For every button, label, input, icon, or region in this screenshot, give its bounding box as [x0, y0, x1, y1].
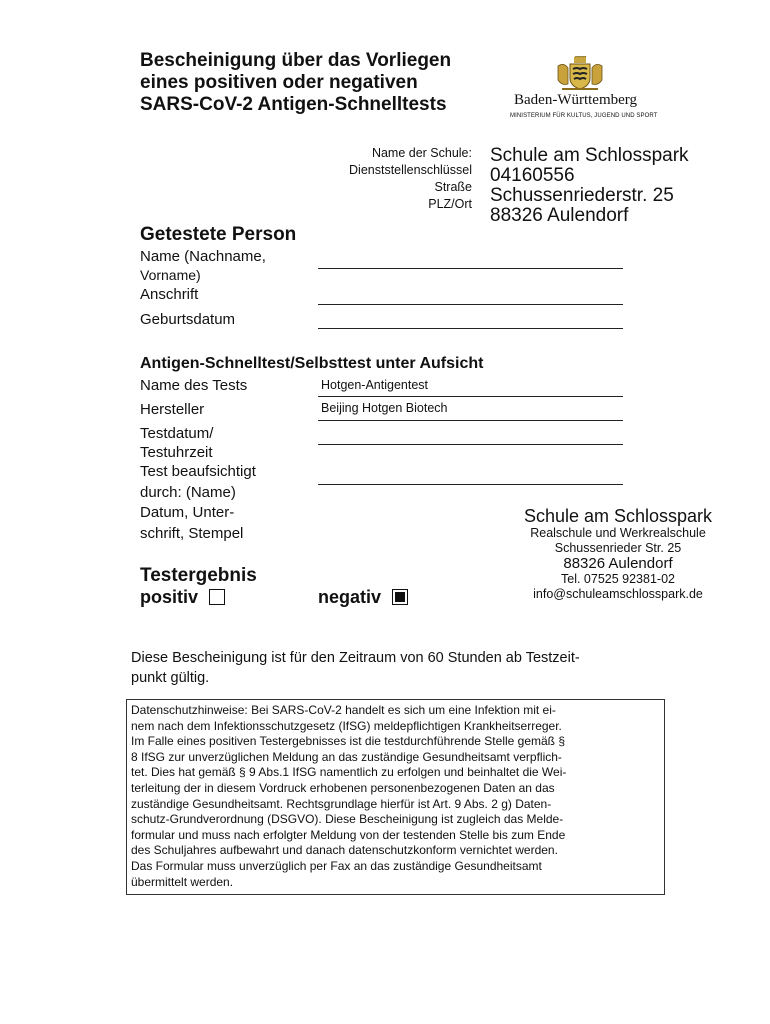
stamp-city: 88326 Aulendorf: [563, 555, 673, 572]
school-stamp: [508, 506, 728, 602]
stamp-school-name: Schule am Schlosspark: [523, 506, 713, 526]
school-street-label: Straße: [434, 180, 472, 194]
privacy-line: zuständige Gesundheitsamt. Rechtsgrundlage hierfür ist Art. 9 Abs. 2 g) Daten-: [131, 796, 552, 811]
privacy-line: nem nach dem Infektionsschutzgesetz (IfSG) meldepflichtigen Krankheitserreger.: [131, 718, 562, 733]
supervisor-label-line: schrift, Stempel: [140, 524, 244, 542]
logo-name: Baden-Württemberg: [514, 92, 638, 108]
supervisor-label-line: Test beaufsichtigt: [140, 463, 256, 480]
positive-checkbox[interactable]: [209, 589, 225, 605]
privacy-line: schutz-Grundverordnung (DSGVO). Diese Bescheinigung ist zugleich das Melde-: [131, 812, 564, 827]
address-label: Anschrift: [140, 286, 199, 303]
privacy-line: Im Falle eines positiven Testergebnisses ist die testdurchführende Stelle gemäß §: [131, 734, 566, 749]
supervisor-label-line: Datum, Unter-: [140, 504, 235, 521]
school-city-label: PLZ/Ort: [428, 197, 472, 211]
validity-line: Diese Bescheinigung ist für den Zeitraum von 60 Stunden ab Testzeit-: [131, 650, 580, 666]
school-name-value: Schule am Schlosspark: [490, 145, 689, 166]
negative-label: negativ: [318, 587, 382, 607]
birthdate-label: Geburtsdatum: [140, 311, 236, 328]
supervisor-label: [140, 462, 256, 544]
positive-option[interactable]: [140, 587, 225, 608]
testdate-field-line[interactable]: [318, 444, 623, 445]
test-heading: Antigen-Schnelltest/Selbsttest unter Aufsicht: [140, 355, 484, 372]
document-title: [140, 50, 451, 116]
name-label-line: Vorname): [140, 267, 201, 283]
coat-of-arms-icon: [554, 56, 606, 92]
manufacturer-value: Beijing Hotgen Biotech: [321, 401, 448, 415]
address-field-line[interactable]: [318, 304, 623, 305]
privacy-line: Datenschutzhinweise: Bei SARS-CoV-2 handelt es sich um eine Infektion mit ei-: [131, 703, 556, 717]
positive-label: positiv: [140, 587, 199, 607]
logo-subtitle: MINISTERIUM FÜR KULTUS, JUGEND UND SPORT: [510, 113, 658, 119]
negative-checkbox[interactable]: [392, 589, 408, 605]
title-line: SARS-CoV-2 Antigen-Schnelltests: [140, 94, 447, 115]
manufacturer-field-line[interactable]: [318, 420, 623, 421]
test-name-value: Hotgen-Antigentest: [321, 378, 429, 392]
stamp-school-type: Realschule und Werkrealschule: [530, 526, 706, 540]
school-city-value: 88326 Aulendorf: [490, 205, 629, 226]
privacy-line: übermittelt werden.: [131, 874, 234, 889]
stamp-phone: Tel. 07525 92381-02: [561, 572, 675, 586]
school-street-value: Schussenriederstr. 25: [490, 185, 674, 206]
school-values: [490, 146, 689, 226]
supervisor-field-line[interactable]: [318, 484, 623, 485]
school-name-label: Name der Schule:: [371, 146, 472, 160]
privacy-line: formular und muss nach erfolgter Meldung von der testenden Stelle bis zum Ende: [131, 827, 566, 842]
school-key-label: Dienststellenschlüssel: [349, 163, 472, 177]
testdate-label-line: Testuhrzeit: [140, 444, 213, 461]
name-label: [140, 248, 266, 284]
title-line: Bescheinigung über das Vorliegen: [140, 50, 452, 71]
validity-line: punkt gültig.: [131, 670, 210, 686]
privacy-line: Das Formular muss unverzüglich per Fax an das zuständige Gesundheitsamt: [131, 858, 542, 873]
privacy-line: des Schuljahres aufbewahrt und danach datenschutzkonform vernichtet werden.: [131, 843, 558, 858]
privacy-line: 8 IfSG zur unverzüglichen Meldung an das zuständige Gesundheitsamt verpflich-: [131, 749, 562, 764]
test-name-label: Name des Tests: [140, 377, 248, 394]
privacy-line: terleitung der in diesem Vordruck erhobenen personenbezogenen Daten an das: [131, 780, 555, 795]
person-heading: Getestete Person: [140, 224, 297, 245]
birthdate-field-line[interactable]: [318, 328, 623, 329]
testdate-label: [140, 424, 213, 462]
stamp-email: info@schuleamschlosspark.de: [533, 587, 703, 601]
bw-ministry-logo: [508, 56, 668, 126]
negative-option[interactable]: [318, 587, 408, 608]
privacy-notice: [126, 699, 665, 895]
school-key-value: 04160556: [490, 165, 575, 186]
title-line: eines positiven oder negativen: [140, 72, 418, 93]
testdate-label-line: Testdatum/: [140, 425, 214, 442]
name-label-line: Name (Nachname,: [140, 248, 266, 265]
school-labels: [349, 145, 472, 213]
name-field-line[interactable]: [318, 268, 623, 269]
test-name-field-line[interactable]: [318, 396, 623, 397]
result-heading: Testergebnis: [140, 565, 257, 586]
stamp-street: Schussenrieder Str. 25: [554, 541, 682, 555]
supervisor-label-line: durch: (Name): [140, 483, 236, 501]
privacy-line: tet. Dies hat gemäß § 9 Abs.1 IfSG namentlich zu erfolgen und beinhaltet die Wei-: [131, 765, 567, 780]
validity-note: [131, 648, 580, 688]
manufacturer-label: Hersteller: [140, 401, 205, 418]
